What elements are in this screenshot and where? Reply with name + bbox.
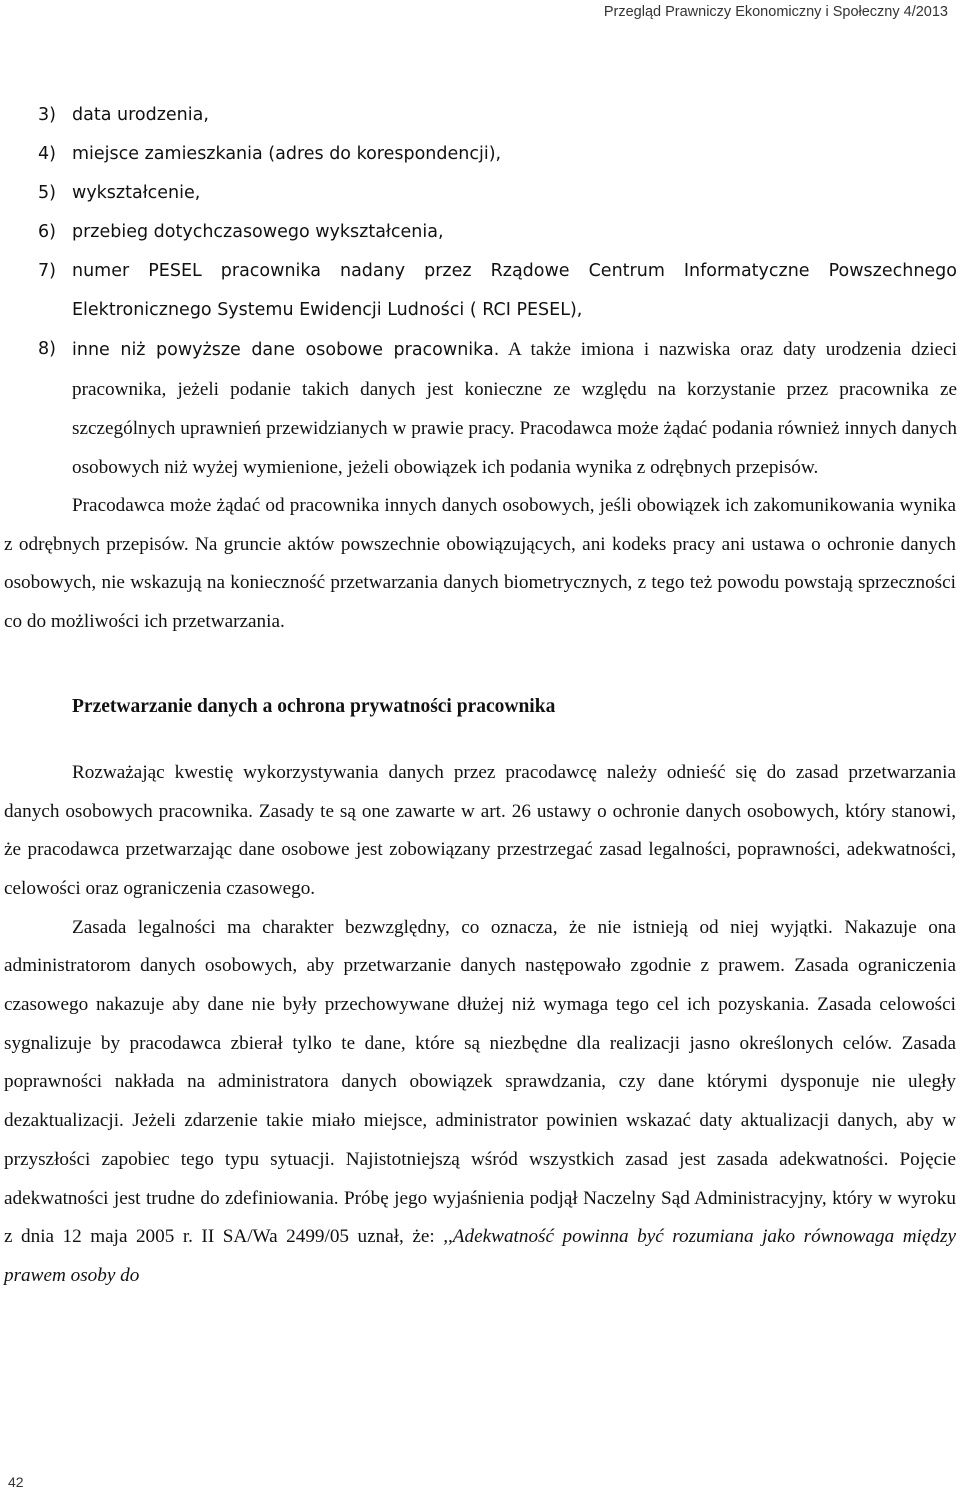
section-heading: Przetwarzanie danych a ochrona prywatności pracownika <box>72 695 556 717</box>
list-number: 4) <box>38 144 56 164</box>
list-item <box>0 252 960 330</box>
list-item <box>0 96 960 135</box>
list-number: 5) <box>38 183 56 203</box>
paragraph-text: Zasada legalności ma charakter bezwzględny, co oznacza, że nie istnieją od niej wyjątki. Nakazuje ona administratorom danych osobowych, aby przetwarzanie danych następowało zgodnie z prawem. Zasada ograniczenia czasowego nakazuje aby dane nie były przechowywane dłużej niż wymaga tego cel ich pozyskania. Zasada celowości sygnalizuje by pracodawca zbierał tylko te dane, które są niezbędne dla realizacji jasno określonych celów. Zasada poprawności nakłada na administratora danych obowiązek sprawdzania, czy dane którymi dysponuje nie uległy dezaktualizacji. Jeżeli zdarzenie takie miało miejsce, administrator powinien wskazać daty aktualizacji danych, aby w przyszłości zapobiec tego typu sytuacji. Najistotniejszą wśród wszystkich zasad jest zasada adekwatności. Pojęcie adekwatności jest trudne do zdefiniowania. Próbę jego wyjaśnienia podjął Naczelny Sąd Administracyjny, który w wyroku z dnia 12 maja 2005 r. II SA/Wa 2499/05 uznał, że: <box>4 916 956 1248</box>
list-number: 6) <box>38 222 56 242</box>
paragraph: Rozważając kwestię wykorzystywania danych przez pracodawcę należy odnieść się do zasad przetwarzania danych osobowych pracownika. Zasady te są one zawarte w art. 26 ustawy o ochronie danych osobowych, który stanowi, że pracodawca przetwarzając dane osobowe jest zobowiązany przestrzegać zasad legalności, poprawności, adekwatności, celowości oraz ograniczenia czasowego. <box>4 761 956 899</box>
list-item <box>0 330 960 487</box>
page-number: 42 <box>8 1474 24 1490</box>
page-content <box>0 96 960 1296</box>
journal-header: Przegląd Prawniczy Ekonomiczny i Społeczny 4/2013 <box>603 4 948 20</box>
list-number: 7) <box>38 261 56 281</box>
list-item <box>0 174 960 213</box>
paragraph <box>0 909 960 1296</box>
list-text: numer PESEL pracownika nadany przez Rządowe Centrum Informatyczne Powszechnego Elektronicznego Systemu Ewidencji Ludności ( RCI PESEL), <box>72 261 957 320</box>
quote-text: ,,Adekwatność powinna być rozumiana jako równowaga między prawem osoby do <box>4 1226 956 1286</box>
list-number: 8) <box>38 339 56 359</box>
list-item <box>0 135 960 174</box>
list-text: wykształcenie, <box>72 183 201 203</box>
list-text-continuation: A także imiona i nazwiska oraz daty urodzenia dzieci pracownika, jeżeli podanie takich danych jest konieczne ze względu na korzystanie przez pracownika ze szczególnych uprawnień przewidzianych w prawie pracy. Pracodawca może żądać podania również innych danych osobowych niż wyżej wymienione, jeżeli obowiązek ich podania wynika z odrębnych przepisów. <box>72 339 957 478</box>
list-text: miejsce zamieszkania (adres do korespondencji), <box>72 144 502 164</box>
list-text: data urodzenia, <box>72 105 209 125</box>
list-number: 3) <box>38 105 56 125</box>
list-text <box>0 330 960 487</box>
list-text: przebieg dotychczasowego wykształcenia, <box>72 222 444 242</box>
list-item <box>0 213 960 252</box>
list-text-part: inne niż powyższe dane osobowe pracownika. <box>72 340 500 360</box>
paragraph: Pracodawca może żądać od pracownika innych danych osobowych, jeśli obowiązek ich zakomunikowania wynika z odrębnych przepisów. Na gruncie aktów powszechnie obowiązujących, ani kodeks pracy ani ustawa o ochronie danych osobowych, nie wskazują na konieczność przetwarzania danych biometrycznych, z tego też powodu powstają sprzeczności co do możliwości ich przetwarzania. <box>4 495 956 633</box>
